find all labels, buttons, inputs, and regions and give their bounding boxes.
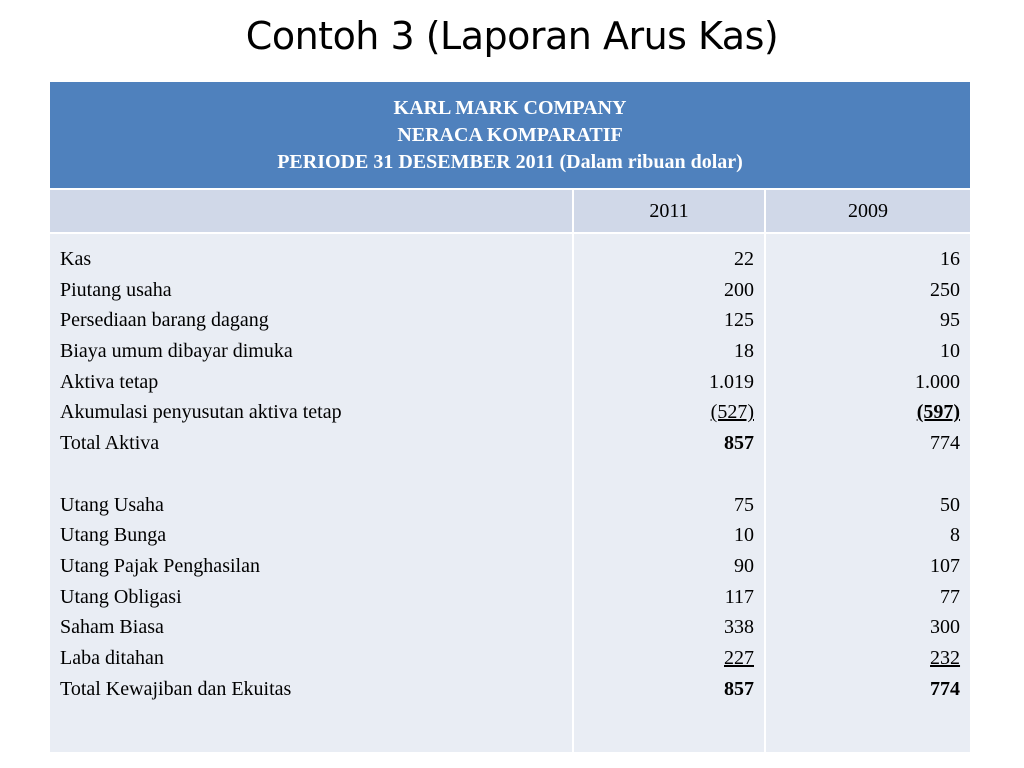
- value-2011-total: 857: [724, 432, 754, 455]
- row-spacer: [60, 459, 572, 490]
- row-label: Utang Usaha: [60, 493, 164, 516]
- column-header-row: [49, 189, 971, 233]
- row-label: Persediaan barang dagang: [60, 309, 269, 332]
- company-name: KARL MARK COMPANY: [393, 96, 627, 119]
- value-2011: 75: [734, 493, 754, 516]
- value-2011: 18: [734, 340, 754, 363]
- value-2009: (597): [916, 401, 961, 424]
- row-label: Biaya umum dibayar dimuka: [60, 340, 293, 363]
- labels-column: [49, 233, 573, 753]
- value-2011: 10: [734, 524, 754, 547]
- value-2011: 22: [734, 248, 754, 270]
- row-label: Akumulasi penyusutan aktiva tetap: [60, 401, 342, 424]
- row-label: Total Kewajiban dan Ekuitas: [60, 677, 292, 700]
- row-label: Saham Biasa: [60, 616, 164, 639]
- row-label: Aktiva tetap: [60, 370, 159, 393]
- value-2009: 50: [940, 493, 961, 516]
- value-2009: 95: [940, 309, 961, 332]
- column-header-2011: 2011: [573, 189, 765, 233]
- value-spacer: [574, 459, 754, 490]
- row-label: Total Aktiva: [60, 432, 160, 455]
- column-header-2009: 2009: [765, 189, 971, 233]
- value-2009: 232: [930, 646, 961, 669]
- value-spacer: [766, 459, 960, 490]
- value-2009: 107: [930, 554, 961, 577]
- value-2009: 250: [930, 278, 961, 301]
- row-label: Laba ditahan: [60, 646, 164, 669]
- value-2009: 77: [940, 585, 961, 608]
- value-2011: 125: [724, 309, 754, 332]
- value-2009: 300: [930, 616, 961, 639]
- table-header: [49, 81, 971, 189]
- row-label: Utang Bunga: [60, 524, 167, 547]
- balance-sheet-table: [48, 80, 972, 754]
- value-2009: 8: [950, 524, 961, 547]
- row-label: Utang Obligasi: [60, 585, 182, 608]
- statement-period: PERIODE 31 DESEMBER 2011 (Dalam ribuan dolar): [277, 150, 743, 173]
- statement-name: NERACA KOMPARATIF: [397, 123, 623, 146]
- value-2009-total: 774: [930, 677, 961, 700]
- value-2009-total: 774: [930, 432, 961, 455]
- value-2009: 10: [940, 340, 961, 363]
- value-2011: 117: [724, 585, 754, 608]
- values-2009-column: [765, 233, 971, 753]
- slide-title: Contoh 3 (Laporan Arus Kas): [245, 14, 779, 58]
- row-label: Piutang usaha: [60, 278, 172, 301]
- row-label: Utang Pajak Penghasilan: [60, 554, 260, 577]
- row-label: Kas: [60, 248, 92, 270]
- value-2011: 338: [724, 616, 754, 639]
- value-2011: (527): [710, 401, 754, 424]
- table-body-row: [49, 233, 971, 753]
- value-2011: 90: [734, 554, 754, 577]
- value-2011: 1.019: [709, 370, 754, 393]
- values-2011-column: [573, 233, 765, 753]
- value-2011: 200: [724, 278, 754, 301]
- value-2011-total: 857: [724, 677, 754, 700]
- value-2011: 227: [724, 646, 754, 669]
- column-header-label: [49, 189, 573, 233]
- value-2009: 16: [940, 248, 961, 270]
- value-2009: 1.000: [915, 370, 961, 393]
